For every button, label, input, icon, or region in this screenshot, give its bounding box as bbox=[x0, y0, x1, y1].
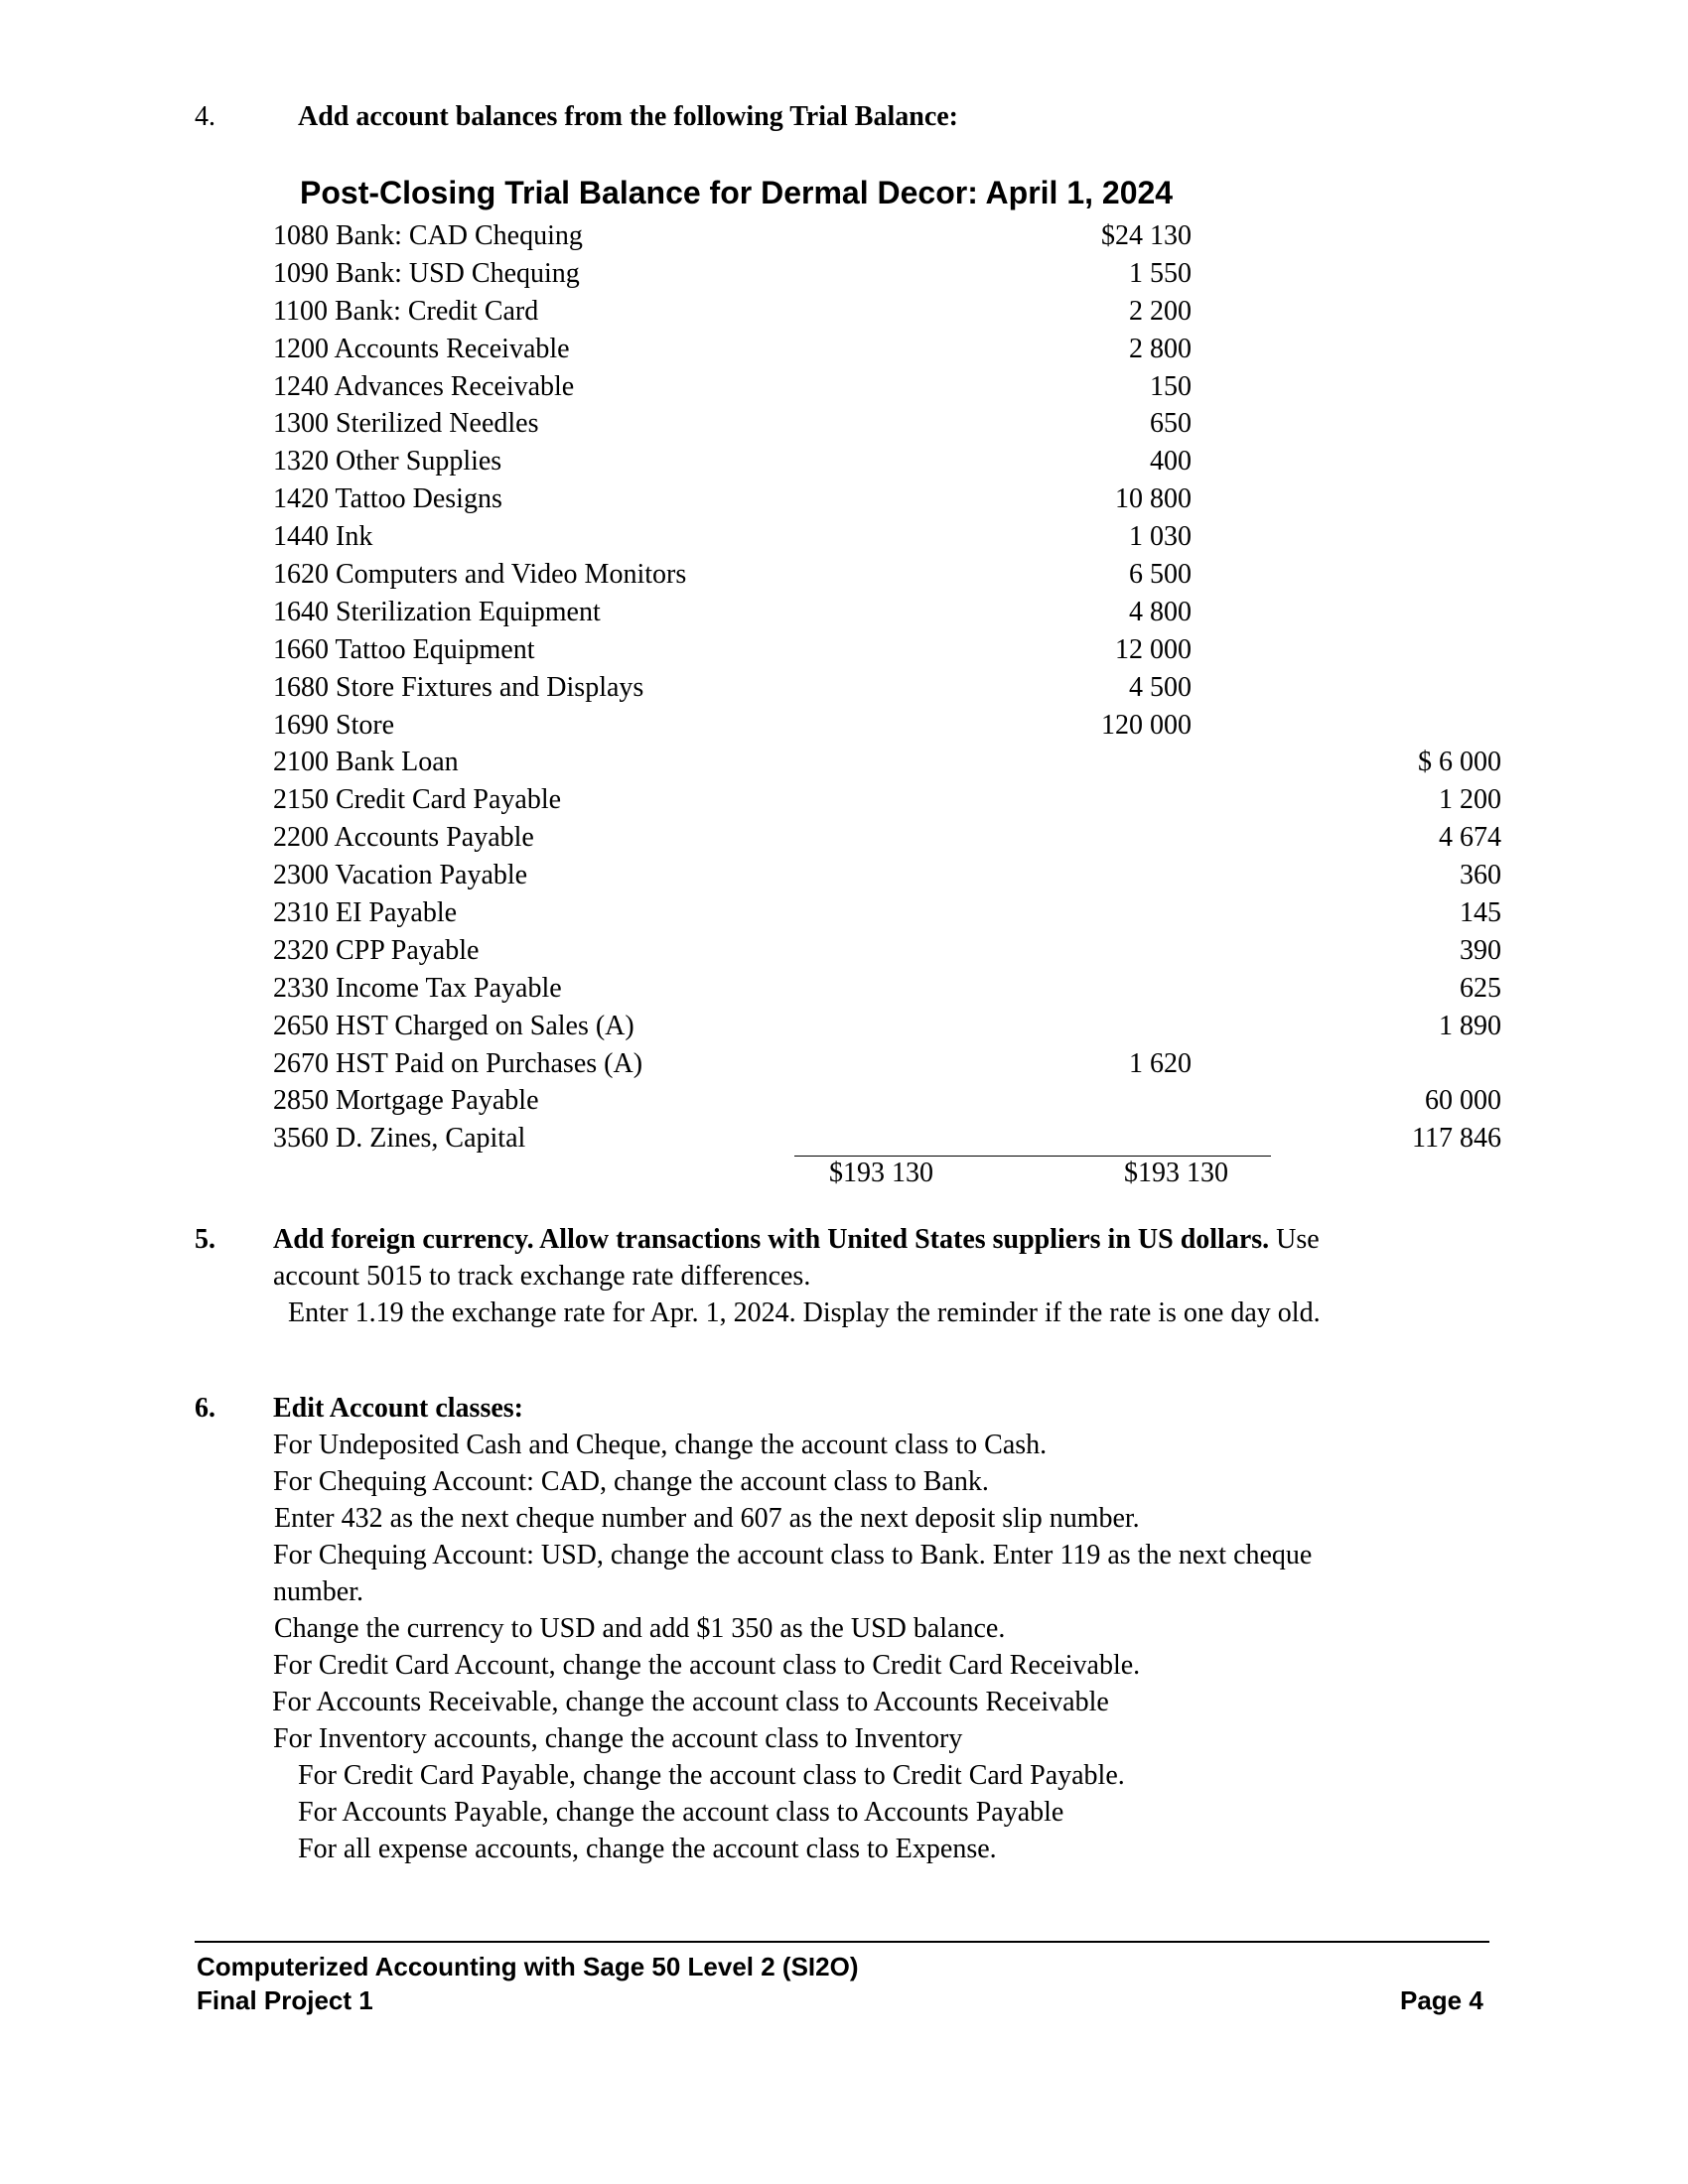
trial-balance-row bbox=[273, 217, 1276, 255]
debit-amount: 150 bbox=[1150, 370, 1192, 402]
section-6-line: For Chequing Account: USD, change the account class to Bank. Enter 119 as the next cheque bbox=[273, 1540, 1313, 1570]
trial-balance-row bbox=[273, 480, 1276, 518]
debit-amount: 650 bbox=[1150, 408, 1192, 440]
account-name: 2650 HST Charged on Sales (A) bbox=[273, 1010, 634, 1041]
account-name: 2670 HST Paid on Purchases (A) bbox=[273, 1047, 643, 1079]
account-name: 1240 Advances Receivable bbox=[273, 370, 575, 402]
trial-balance-row bbox=[273, 970, 1501, 1008]
account-name: 2150 Credit Card Payable bbox=[273, 784, 562, 816]
credit-amount: 145 bbox=[1460, 897, 1501, 929]
account-name: 1620 Computers and Video Monitors bbox=[273, 559, 687, 591]
section-6-line: For Chequing Account: CAD, change the account class to Bank. bbox=[273, 1466, 989, 1497]
account-name: 1320 Other Supplies bbox=[273, 446, 502, 478]
trial-balance-row bbox=[273, 1120, 1501, 1158]
trial-balance-row bbox=[273, 744, 1501, 781]
trial-balance-row bbox=[273, 669, 1276, 707]
credit-amount: 625 bbox=[1460, 972, 1501, 1004]
debit-amount: 10 800 bbox=[1115, 483, 1192, 515]
trial-balance-row bbox=[273, 932, 1501, 970]
section-4-heading: Add account balances from the following Trial Balance: bbox=[298, 101, 958, 132]
trial-balance-row bbox=[273, 894, 1501, 932]
trial-balance-row bbox=[273, 293, 1276, 331]
section-6-line: For Inventory accounts, change the account class to Inventory bbox=[273, 1723, 963, 1754]
total-debit: $193 130 bbox=[829, 1158, 933, 1188]
section-6-line: Change the currency to USD and add $1 350 as the USD balance. bbox=[274, 1613, 1006, 1644]
credit-amount: 1 890 bbox=[1439, 1010, 1501, 1041]
debit-amount: 1 550 bbox=[1129, 257, 1192, 289]
trial-balance-row bbox=[273, 331, 1276, 368]
account-name: 1420 Tattoo Designs bbox=[273, 483, 502, 515]
trial-balance-row bbox=[273, 1082, 1501, 1120]
trial-balance-row bbox=[273, 781, 1501, 819]
account-name: 2330 Income Tax Payable bbox=[273, 972, 562, 1004]
credit-amount: 117 846 bbox=[1412, 1123, 1501, 1155]
credit-amount: 60 000 bbox=[1425, 1085, 1501, 1117]
debit-amount: 6 500 bbox=[1129, 559, 1192, 591]
account-name: 2100 Bank Loan bbox=[273, 747, 459, 778]
trial-balance-row bbox=[273, 631, 1276, 669]
account-name: 1200 Accounts Receivable bbox=[273, 333, 570, 364]
trial-balance-row bbox=[273, 1045, 1276, 1083]
footer-project: Final Project 1 bbox=[197, 1985, 373, 2015]
account-name: 1080 Bank: CAD Chequing bbox=[273, 220, 583, 251]
credit-amount: 4 674 bbox=[1439, 822, 1501, 854]
debit-amount: 4 800 bbox=[1129, 596, 1192, 627]
trial-balance-row bbox=[273, 857, 1501, 894]
section-6-line: For Accounts Receivable, change the account class to Accounts Receivable bbox=[272, 1687, 1109, 1717]
section-5-bold-text: Add foreign currency. Allow transactions with United States suppliers in US dollars. bbox=[273, 1224, 1270, 1255]
debit-amount: 12 000 bbox=[1115, 633, 1192, 665]
account-name: 1690 Store bbox=[273, 709, 395, 741]
debit-amount: 2 200 bbox=[1129, 295, 1192, 327]
trial-balance-row bbox=[273, 556, 1276, 594]
debit-amount: 400 bbox=[1150, 446, 1192, 478]
section-6-heading: Edit Account classes: bbox=[273, 1393, 523, 1424]
total-rule bbox=[794, 1156, 1271, 1157]
section-6-line: For Credit Card Payable, change the account class to Credit Card Payable. bbox=[298, 1760, 1125, 1791]
footer-rule bbox=[195, 1941, 1489, 1943]
debit-amount: 4 500 bbox=[1129, 671, 1192, 703]
section-6-line: For Credit Card Account, change the account class to Credit Card Receivable. bbox=[273, 1650, 1141, 1681]
account-name: 1300 Sterilized Needles bbox=[273, 408, 539, 440]
trial-balance-row bbox=[273, 368, 1276, 406]
section-4-number: 4. bbox=[195, 101, 215, 132]
account-name: 1440 Ink bbox=[273, 521, 373, 553]
account-name: 2320 CPP Payable bbox=[273, 934, 480, 966]
footer-page: Page 4 bbox=[1400, 1985, 1483, 2015]
section-6-line: For all expense accounts, change the account class to Expense. bbox=[298, 1834, 997, 1864]
debit-amount: $24 130 bbox=[1101, 220, 1192, 251]
trial-balance-row bbox=[273, 405, 1276, 443]
debit-amount: 120 000 bbox=[1101, 709, 1192, 741]
total-credit: $193 130 bbox=[1124, 1158, 1228, 1188]
trial-balance-title: Post-Closing Trial Balance for Dermal Decor: April 1, 2024 bbox=[300, 175, 1174, 210]
footer-course: Computerized Accounting with Sage 50 Level 2 (SI2O) bbox=[197, 1952, 859, 1981]
credit-amount: 360 bbox=[1460, 860, 1501, 891]
account-name: 2850 Mortgage Payable bbox=[273, 1085, 539, 1117]
account-name: 1660 Tattoo Equipment bbox=[273, 633, 535, 665]
section-6-line: Enter 432 as the next cheque number and 607 as the next deposit slip number. bbox=[274, 1503, 1140, 1534]
trial-balance-row bbox=[273, 255, 1276, 293]
section-6-number: 6. bbox=[195, 1393, 215, 1424]
debit-amount: 1 620 bbox=[1129, 1047, 1192, 1079]
debit-amount: 1 030 bbox=[1129, 521, 1192, 553]
trial-balance-row bbox=[273, 518, 1276, 556]
account-name: 1680 Store Fixtures and Displays bbox=[273, 671, 644, 703]
account-name: 1640 Sterilization Equipment bbox=[273, 596, 601, 627]
trial-balance-row bbox=[273, 594, 1276, 631]
section-5-number: 5. bbox=[195, 1224, 215, 1255]
trial-balance-row bbox=[273, 443, 1276, 480]
trial-balance-row bbox=[273, 707, 1276, 745]
account-name: 1100 Bank: Credit Card bbox=[273, 295, 539, 327]
account-name: 2300 Vacation Payable bbox=[273, 860, 528, 891]
section-6-line: For Undeposited Cash and Cheque, change the account class to Cash. bbox=[273, 1430, 1048, 1460]
section-6-line: For Accounts Payable, change the account class to Accounts Payable bbox=[298, 1797, 1064, 1828]
account-name: 2200 Accounts Payable bbox=[273, 822, 534, 854]
credit-amount: 390 bbox=[1460, 934, 1501, 966]
account-name: 3560 D. Zines, Capital bbox=[273, 1123, 526, 1155]
account-name: 2310 EI Payable bbox=[273, 897, 458, 929]
section-5-line-1-rest: Use bbox=[1269, 1224, 1320, 1255]
trial-balance-row bbox=[273, 1008, 1501, 1045]
account-name: 1090 Bank: USD Chequing bbox=[273, 257, 580, 289]
trial-balance-table bbox=[273, 217, 1501, 1158]
section-6-line: number. bbox=[273, 1576, 363, 1607]
trial-balance-row bbox=[273, 819, 1501, 857]
credit-amount: 1 200 bbox=[1439, 784, 1501, 816]
section-5-line-2: account 5015 to track exchange rate differences. bbox=[273, 1261, 811, 1292]
debit-amount: 2 800 bbox=[1129, 333, 1192, 364]
credit-amount: $ 6 000 bbox=[1418, 747, 1501, 778]
section-5-line-3: Enter 1.19 the exchange rate for Apr. 1, 2024. Display the reminder if the rate is one day old. bbox=[288, 1297, 1321, 1328]
section-5-line-1 bbox=[273, 1221, 1504, 1258]
